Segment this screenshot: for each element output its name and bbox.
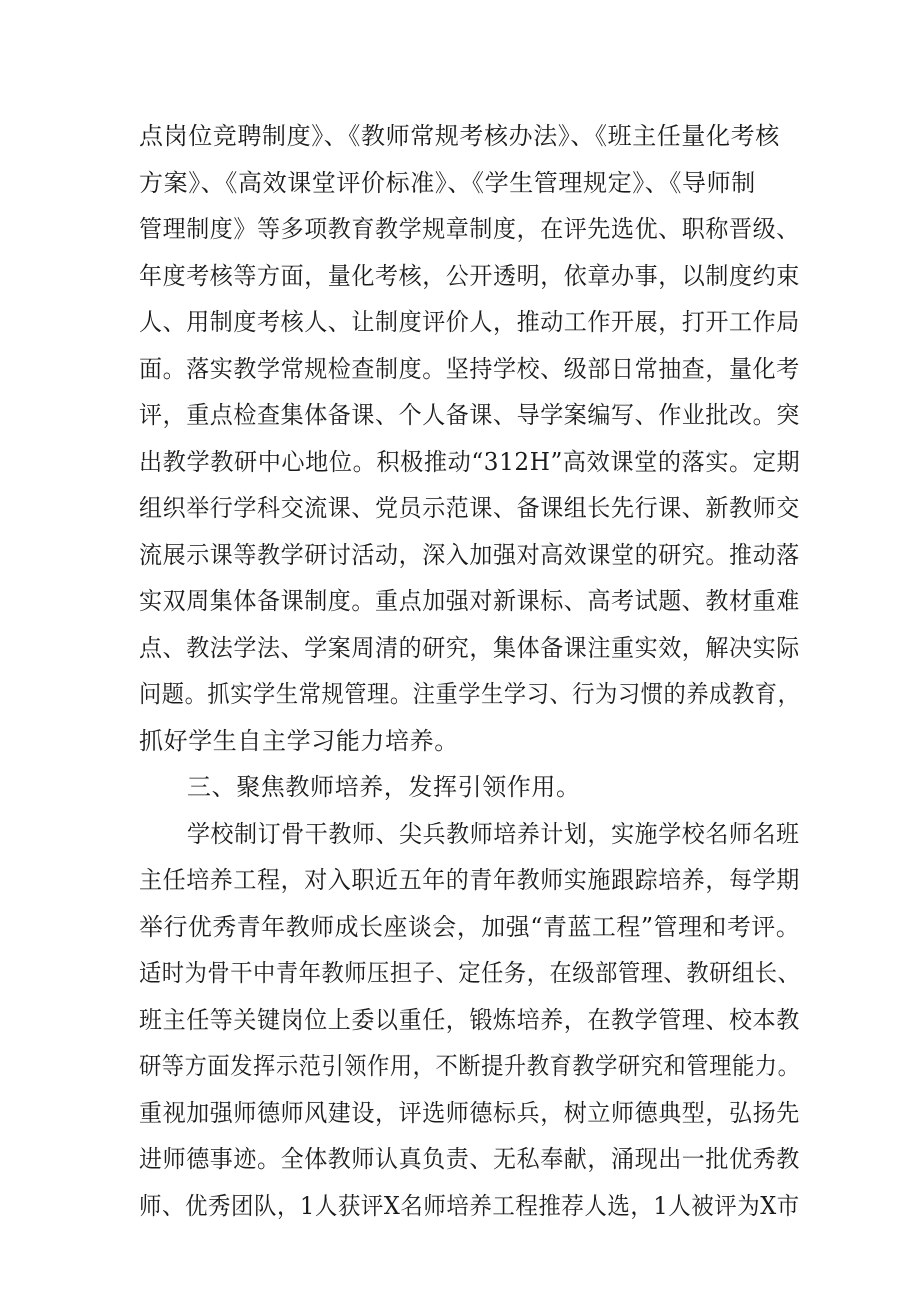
body-text-line: 年度考核等方面，量化考核，公开透明，依章办事，以制度约束 [139, 262, 800, 290]
body-text-line: 抓好学生自主学习能力培养。 [139, 727, 459, 755]
body-text-line: 学校制订骨干教师、尖兵教师培养计划，实施学校名师名班 [187, 820, 800, 848]
body-text-line: 适时为骨干中青年教师压担子、定任务，在级部管理、教研组长、 [139, 959, 801, 987]
body-text-line: 师、优秀团队，1人获评X名师培养工程推荐人选，1人被评为X市 [139, 1192, 800, 1220]
body-text-line: 人、用制度考核人、让制度评价人，推动工作开展，打开工作局 [139, 308, 800, 336]
body-text-line: 主任培养工程，对入职近五年的青年教师实施跟踪培养，每学期 [139, 866, 800, 894]
body-text-line: 实双周集体备课制度。重点加强对新课标、高考试题、教材重难 [139, 587, 800, 615]
body-text-line: 方案》、《高效课堂评价标准》、《学生管理规定》、《导师制 [139, 169, 756, 197]
body-text-line: 流展示课等教学研讨活动，深入加强对高效课堂的研究。推动落 [139, 541, 800, 569]
body-text-line: 问题。抓实学生常规管理。注重学生学习、行为习惯的养成教育， [139, 680, 801, 708]
body-text-line: 点岗位竞聘制度》、《教师常规考核办法》、《班主任量化考核 [139, 122, 780, 150]
body-text-line: 评，重点检查集体备课、个人备课、导学案编写、作业批改。突 [139, 401, 800, 429]
body-text-line: 重视加强师德师风建设，评选师德标兵，树立师德典型，弘扬先 [139, 1099, 800, 1127]
section-heading: 三、聚焦教师培养，发挥引领作用。 [187, 773, 581, 801]
body-text-line: 进师德事迹。全体教师认真负责、无私奉献，涌现出一批优秀教 [139, 1145, 800, 1173]
body-text-line: 管理制度》等多项教育教学规章制度，在评先选优、职称晋级、 [139, 215, 800, 243]
body-text-line: 组织举行学科交流课、党员示范课、备课组长先行课、新教师交 [139, 494, 800, 522]
body-text-line: 点、教法学法、学案周清的研究，集体备课注重实效，解决实际 [139, 634, 800, 662]
body-text-line: 出教学教研中心地位。积极推动“312H”高效课堂的落实。定期 [139, 448, 801, 476]
body-text-line: 举行优秀青年教师成长座谈会，加强“青蓝工程”管理和考评。 [139, 913, 801, 941]
body-text-line: 班主任等关键岗位上委以重任，锻炼培养，在教学管理、校本教 [139, 1006, 800, 1034]
body-text-line: 面。落实教学常规检查制度。坚持学校、级部日常抽查，量化考 [139, 355, 800, 383]
body-text-line: 研等方面发挥示范引领作用，不断提升教育教学研究和管理能力。 [139, 1052, 801, 1080]
